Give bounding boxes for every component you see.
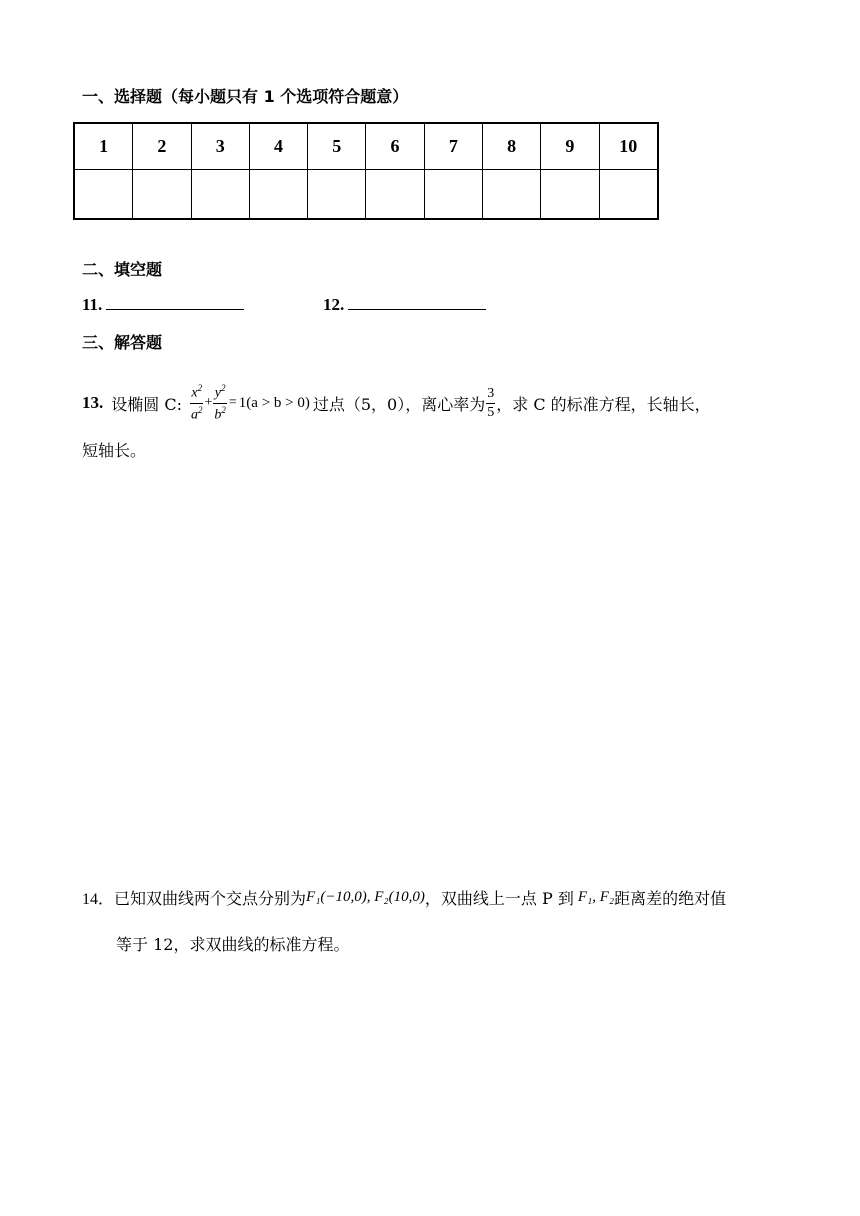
answer-header-cell: 4 [249,123,307,170]
fraction-x2-a2: $\frac{x^2}{a^2}$ [190,382,203,423]
answer-header-cell: 10 [599,123,658,170]
fraction-y2-b2: $\frac{y^2}{b^2}$ [214,382,226,423]
fill-blank-12 [323,293,486,315]
question-14-number: 14． [82,891,115,908]
question-13-text-a: 设椭圆 C: [111,394,182,414]
foci-labels: F₁, F₂ [577,889,615,905]
fill-blank-11-line[interactable] [106,293,244,310]
section2-title: 二、填空题 [82,260,163,279]
question-14-text-a: 已知双曲线两个交点分别为 [114,889,307,908]
answer-cell[interactable] [191,170,249,220]
question-13-text-b: 过点（5，0），离心率为 [312,394,486,414]
ellipse-equation: $\frac{x^2}{a^2}$ + $\frac{y^2}{b^2}$ = 1(a > b > 0) [190,382,310,423]
question-13-line2: 短轴长。 [82,441,147,460]
answer-header-cell: 8 [482,123,540,170]
ellipse-condition: 1(a > b > 0) [238,394,310,411]
answer-header-cell: 5 [308,123,366,170]
answer-cell[interactable] [133,170,191,220]
answer-table-answer-row [74,170,658,220]
foci-coordinates: F₁(−10,0), F₂(10,0) [306,889,425,905]
answer-cell[interactable] [541,170,599,220]
fill-blank-11-label: 11. [82,295,103,314]
eccentricity-fraction: $\frac{3}{5}$ [487,385,495,420]
answer-cell[interactable] [366,170,424,220]
question-14-line2: 等于 12，求双曲线的标准方程。 [116,935,350,954]
answer-header-cell: 9 [541,123,599,170]
question-14-line1 [82,886,726,909]
question-14-text-b: ，双曲线上一点 P 到 [424,889,574,908]
section3-title: 三、解答题 [82,333,163,352]
question-14-text-c: 距离差的绝对值 [614,889,727,908]
question-13-text-c: ，求 C 的标准方程，长轴长， [496,394,711,414]
answer-cell[interactable] [74,170,133,220]
answer-header-cell: 2 [133,123,191,170]
question-13-line1 [82,378,711,428]
answer-cell[interactable] [424,170,482,220]
answer-table-header-row [74,123,658,170]
answer-header-cell: 7 [424,123,482,170]
question-13-number: 13. [82,393,104,412]
answer-cell[interactable] [249,170,307,220]
answer-table [73,122,659,220]
answer-cell[interactable] [308,170,366,220]
answer-cell[interactable] [599,170,658,220]
fill-blank-12-line[interactable] [348,293,486,310]
fill-blank-12-label: 12. [323,295,345,314]
answer-header-cell: 6 [366,123,424,170]
fill-blank-11 [82,293,244,315]
answer-header-cell: 1 [74,123,133,170]
answer-header-cell: 3 [191,123,249,170]
answer-cell[interactable] [482,170,540,220]
section1-title: 一、选择题（每小题只有 1 个选项符合题意） [82,87,409,106]
